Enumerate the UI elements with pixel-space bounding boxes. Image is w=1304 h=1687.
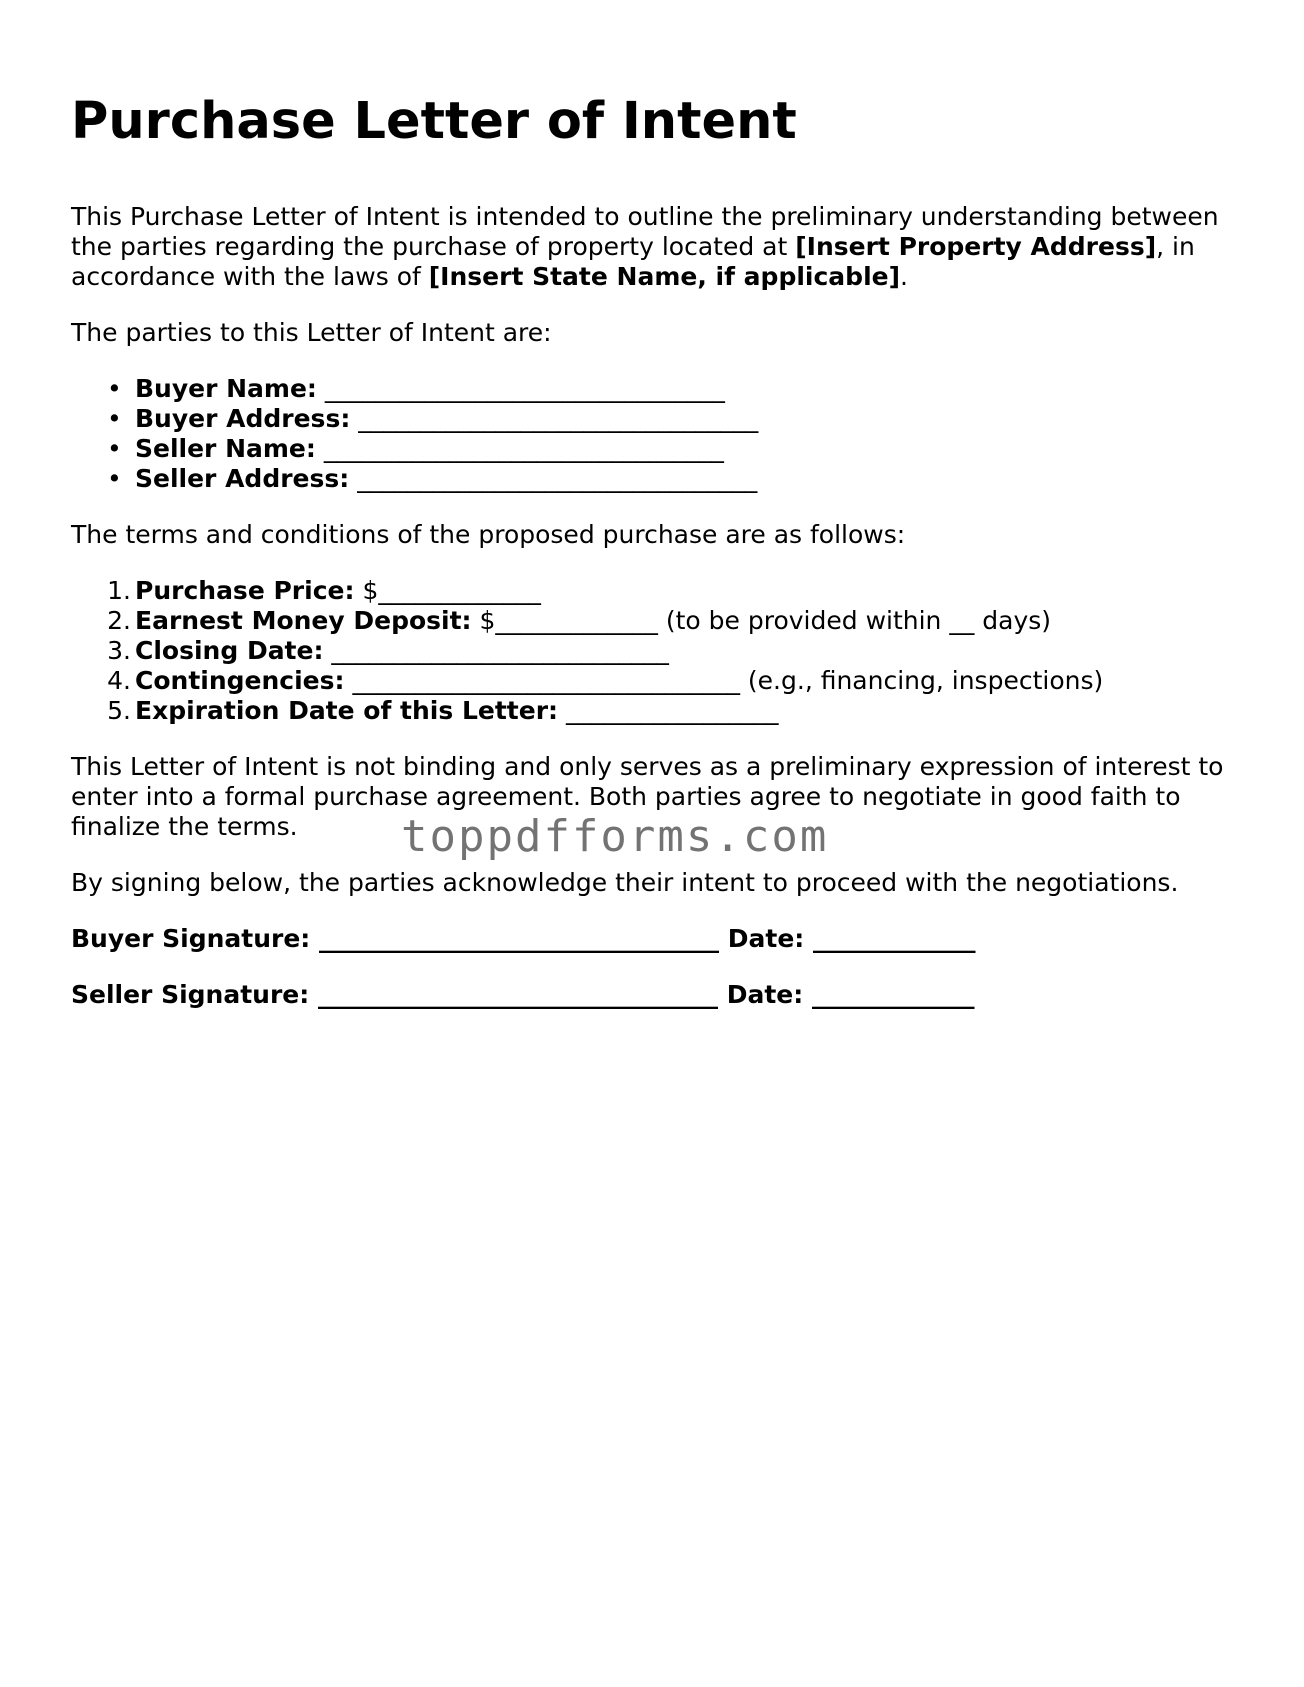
date-label: Date: (726, 980, 804, 1009)
term-blank-field[interactable]: ___________________________ (331, 636, 669, 665)
state-name-placeholder: [Insert State Name, if applicable] (428, 262, 901, 291)
term-note: (e.g., financing, inspections) (739, 666, 1104, 695)
term-item-purchase-price (107, 576, 1241, 606)
signature-label: Buyer Signature: (71, 924, 311, 953)
party-item-seller-name (135, 434, 1241, 464)
party-blank-field[interactable]: ________________________________ (324, 374, 725, 403)
parties-list (71, 374, 1241, 494)
party-blank-field[interactable]: ________________________________ (358, 404, 759, 433)
term-blank-field[interactable]: _______________________________ (352, 666, 740, 695)
intro-text-3: . (900, 262, 908, 291)
terms-lead: The terms and conditions of the proposed purchase are as follows: (71, 520, 906, 549)
intro-paragraph (71, 202, 1241, 292)
term-label: Expiration Date of this Letter: (135, 696, 559, 725)
signature-blank-field[interactable]: ________________________________ (317, 980, 718, 1009)
signature-label: Seller Signature: (71, 980, 310, 1009)
term-number: 3. (107, 636, 131, 665)
party-label: Seller Address: (135, 464, 350, 493)
date-label: Date: (727, 924, 805, 953)
party-label: Seller Name: (135, 434, 316, 463)
intro-text-2: , in accordance with the laws of (71, 232, 1195, 291)
term-label: Contingencies: (135, 666, 345, 695)
party-label: Buyer Name: (135, 374, 317, 403)
intro-text-1: This Purchase Letter of Intent is intended to outline the preliminary understanding between the parties regarding the purchase of property located at (71, 202, 1219, 261)
property-address-placeholder: [Insert Property Address] (795, 232, 1157, 261)
term-item-earnest-money (107, 606, 1241, 636)
document-page (71, 0, 1241, 1010)
buyer-signature-line (71, 924, 1241, 954)
term-number: 2. (107, 606, 131, 635)
term-label: Purchase Price: (135, 576, 355, 605)
term-note: (to be provided within __ days) (657, 606, 1052, 635)
party-blank-field[interactable]: ________________________________ (323, 434, 724, 463)
party-label: Buyer Address: (135, 404, 351, 433)
signing-paragraph: By signing below, the parties acknowledge their intent to proceed with the negotiations. (71, 868, 1179, 897)
party-item-seller-address (135, 464, 1241, 494)
term-number: 5. (107, 696, 131, 725)
watermark: toppdfforms.com (401, 811, 829, 862)
signature-blank-field[interactable]: ________________________________ (319, 924, 720, 953)
term-number: 4. (107, 666, 131, 695)
term-blank-field[interactable]: _________________ (565, 696, 779, 725)
term-item-contingencies (107, 666, 1241, 696)
term-item-closing-date (107, 636, 1241, 666)
term-number: 1. (107, 576, 131, 605)
term-blank-field[interactable]: $_____________ (362, 576, 541, 605)
document-title: Purchase Letter of Intent (71, 92, 797, 151)
seller-signature-line (71, 980, 1241, 1010)
term-item-expiration-date (107, 696, 1241, 726)
term-blank-field[interactable]: $_____________ (479, 606, 658, 635)
date-blank-field[interactable]: _____________ (811, 980, 975, 1009)
party-blank-field[interactable]: ________________________________ (357, 464, 758, 493)
party-item-buyer-name (135, 374, 1241, 404)
term-label: Earnest Money Deposit: (135, 606, 472, 635)
parties-lead: The parties to this Letter of Intent are: (71, 318, 552, 347)
terms-list (71, 576, 1241, 726)
binding-paragraph: This Letter of Intent is not binding and only serves as a preliminary expression of interest to enter into a formal purchase agreement. Both parties agree to negotiate in good faith to finalize the terms. (71, 752, 1224, 841)
date-blank-field[interactable]: _____________ (813, 924, 976, 953)
term-label: Closing Date: (135, 636, 324, 665)
party-item-buyer-address (135, 404, 1241, 434)
